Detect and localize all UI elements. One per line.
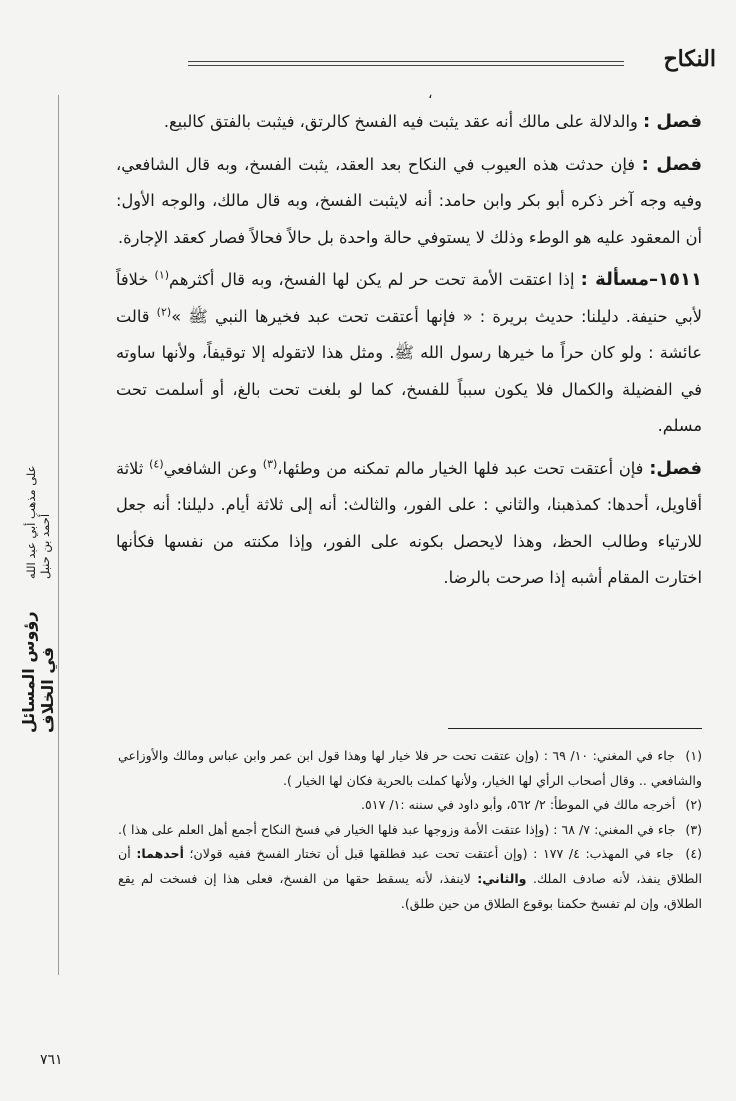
paragraph-text: خلافاً لأبي حنيفة. دليلنا: حديث بريرة : « فإنها أعتقت تحت عبد فخيرها النبي ﷺ » [116,270,702,326]
footnote-3 [118,818,702,843]
footnote-number: (١) [685,748,703,763]
paragraph-text: إذا اعتقت الأمة تحت حر لم يكن لها الفسخ، وبه قال أكثرهم [169,270,575,289]
footnote-2 [118,793,702,818]
issue-label: مسألة : [580,269,650,290]
paragraph-text: قالت عائشة : ولو كان حراً ما خيرها رسول الله ﷺ. ومثل هذا لاتقوله إلا توقيفاً، ولأنها ساوته في الفضيلة والكمال فلا يكون سبباً للفسخ، كما لو بلغت تحت بالغ، أو أسلمت تحت مسلم. [116,306,702,435]
footnote-number: (٢) [685,797,702,813]
paragraph-text: ثلاثة أقاويل، أحدها: كمذهبنا، والثاني : على الفور، والثالث: أنه إلى ثلاثة أيام. دليلنا: أنه جعل للارتياء وطالب الحظ، وهذا لايحصل بكونه على الفور، وإذا مكنته من نفسها فكأنها اختارت المقام أشبه إذا صرحت بالرضا. [116,458,702,587]
paragraph-fasl-2 [116,147,702,257]
paragraph-issue: ١٥١١–مسألة : إذا اعتقت الأمة تحت حر لم يكن لها الفسخ، وبه قال أكثرهم$^{(١)}$ خلافاً لأبي حنيفة. دليلنا: حديث بريرة : « فإنها أعتقت تحت عبد فخيرها النبي ﷺ »$^{(٢)}$ قالت عائشة : ولو كان حراً ما خيرها رسول الله ﷺ. ومثل هذا لاتقوله إلا توقيفاً، ولأنها ساوته في الفضيلة والكمال فلا يكون سبباً للفسخ، كما لو بلغت تحت بالغ، أو أسلمت تحت مسلم. [116,268,702,435]
section-label: فصل : [641,153,702,175]
footnote-4 [118,842,702,916]
section-label: فصل: [649,457,702,479]
footnote-rule [448,728,702,729]
footnotes [118,744,702,916]
running-header [118,44,716,76]
paragraph-text: فإن حدثت هذه العيوب في النكاح بعد العقد، يثبت الفسخ، وبه قال الشافعي، وفيه وجه آخر ذكره أبو بكر وابن حامد: أنه لايثبت الفسخ، وبه قال مالك، والوجه الأول: أن المعقود عليه هو الوطء وذلك لا يستوفي حالة واحدة بل حالاً فحالاً فصار كعقد الإجارة. [116,154,702,247]
footnote-text: جاء في المغني: ١٠/ ٦٩ : (وإن عتقت تحت حر فلا خيار لها وهذا قول ابن عمر وابن عباس ومالك والأوزاعي والشافعي .. وقال أصحاب الرأي لها الخيار، ولأنها كملت بالحرية فكان لها الخيار ). [118,748,702,788]
footnote-text: أن الطلاق ينفذ، لأنه صادف الملك. [118,846,702,886]
paragraph-text: فإن أعتقت تحت عبد فلها الخيار مالم تمكنه من وطئها، [277,458,644,478]
paragraph-text: وعن الشافعي [163,458,258,478]
paragraph-fasl-1 [116,104,702,141]
side-book-title [14,448,62,733]
paragraph-text: والدلالة على مالك أنه عقد يثبت فيه الفسخ كالرتق، فيثبت بالفتق كالبيع. [163,112,638,131]
side-book-author: على مذهب أبي عبد الله أحمد بن حنبل [24,465,52,580]
footnote-ref: (٢) [156,305,172,319]
footnote-number: (٤) [685,846,703,862]
side-book-name: رؤوس المسائل في الخلاف [19,611,57,733]
main-text [116,104,702,599]
footnote-ref: (٤) [149,457,164,471]
page-number: ٧٦١ [40,1052,63,1068]
section-label: فصل : [642,111,702,132]
footnote-text: لاينفذ، لأنه يسقط حقها من الفسخ، فعلى هذا إن فسخت لم يقع الطلاق، وإن لم تفسخ حكمنا بوقوع الطلاق من حين طلق). [118,870,702,911]
footnote-number: (٣) [685,821,702,837]
header-mark: ، [428,86,433,102]
issue-number: ١٥١١ [658,269,702,290]
footnote-emphasis: والثاني: [477,870,527,886]
footnote-emphasis: أحدهما: [136,846,184,862]
footnote-ref: (١) [154,268,170,282]
footnote-1 [118,744,702,793]
footnote-ref: (٣) [262,457,278,471]
footnote-text: جاء في المهذب: ٤/ ١٧٧ : (وإن أعتقت تحت عبد فطلقها قبل أن تختار الفسخ ففيه قولان؛ [189,846,674,862]
paragraph-fasl-3 [116,451,702,597]
footnote-text: جاء في المغني: ٧/ ٦٨ : (وإذا عتقت الأمة وزوجها عبد فلها الخيار في فسخ النكاح أجمع أهل العلم على هذا ). [118,821,676,837]
chapter-title: النكاح [663,46,716,72]
footnote-text: أخرجه مالك في الموطأ: ٢/ ٥٦٢، وأبو داود في سننه :١/ ٥١٧. [361,797,676,813]
header-rule [188,61,624,66]
